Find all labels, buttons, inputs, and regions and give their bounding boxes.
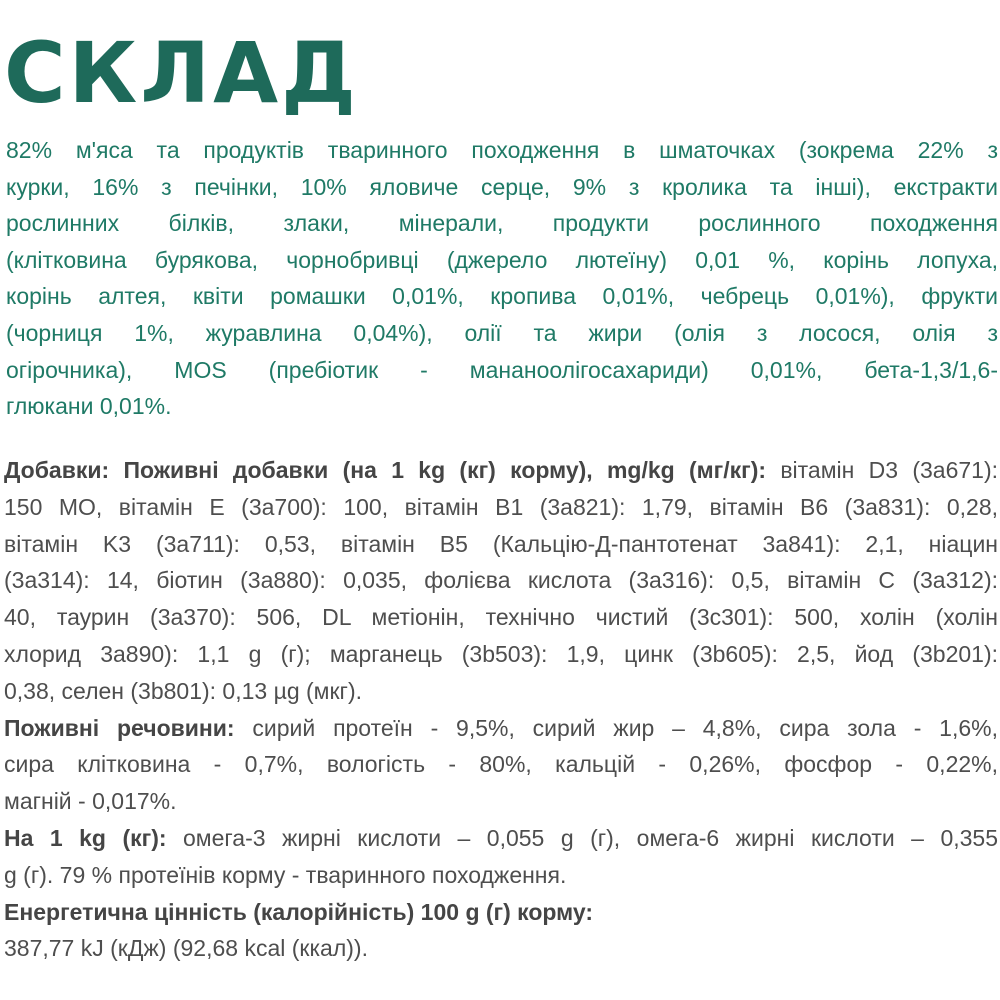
per-kg-line: g (г). 79 % протеїнів корму - тваринного походження. — [4, 861, 567, 888]
composition-line: 82% м'яса та продуктів тваринного походження в шматочках (зокрема 22% з — [6, 137, 998, 163]
composition-line: (клітковина бурякова, чорнобривці (джерело лютеїну) 0,01 %, корінь лопуха, — [6, 246, 998, 273]
additives-line: вітамін D3 (3а671): — [766, 457, 998, 483]
additives-line: хлорид 3а890): 1,1 g (г); марганець (3b503): 1,9, цинк (3b605): 2,5, йод (3b201): — [4, 640, 998, 667]
energy-block — [4, 894, 998, 968]
per-kg-line: омега-3 жирні кислоти – 0,055 g (г), омега-6 жирні кислоти – 0,355 — [166, 824, 999, 851]
per-kg-heading: На 1 kg (кг): — [4, 824, 167, 851]
energy-heading: Енергетична цінність (калорійність) 100 g (г) корму: — [4, 898, 594, 925]
additives-line: (3а314): 14, біотин (3а880): 0,035, фолієва кислота (3а316): 0,5, вітамін C (3а312): — [4, 567, 998, 594]
additives-line: 0,38, селен (3b801): 0,13 µg (мкг). — [4, 677, 362, 704]
composition-line: корінь алтея, квіти ромашки 0,01%, кропива 0,01%, чебрець 0,01%), фрукти — [6, 283, 998, 310]
nutrients-heading: Поживні речовини: — [4, 714, 235, 741]
additives-line: 40, таурин (3а370): 506, DL метіонін, технічно чистий (3c301): 500, холін (холін — [4, 604, 998, 631]
page-title: СКЛАД — [4, 24, 359, 122]
additives-block — [4, 452, 998, 710]
composition-line: огірочника), MOS (пребіотик - мананоолігосахариди) 0,01%, бета-1,3/1,6- — [6, 356, 998, 383]
nutrients-line: сира клітковина - 0,7%, вологість - 80%, кальцій - 0,26%, фосфор - 0,22%, — [4, 751, 998, 778]
energy-value: 387,77 kJ (кДж) (92,68 kcal (ккал)). — [4, 935, 368, 962]
composition-line: глюкани 0,01%. — [6, 393, 172, 420]
composition-paragraph — [6, 132, 998, 425]
per-kg-block — [4, 820, 998, 894]
additives-line: вітамін K3 (3а711): 0,53, вітамін B5 (Кальцію-Д-пантотенат 3а841): 2,1, ніацин — [4, 530, 998, 557]
nutrients-block — [4, 710, 998, 820]
composition-line: (чорниця 1%, журавлина 0,04%), олії та жири (олія з лосося, олія з — [6, 319, 998, 346]
composition-line: рослинних білків, злаки, мінерали, продукти рослинного походження — [6, 210, 998, 237]
nutrients-line: магній - 0,017%. — [4, 788, 177, 815]
details-section — [4, 452, 998, 967]
additives-heading: Добавки: Поживні добавки (на 1 kg (кг) корму), mg/kg (мг/кг): — [4, 457, 767, 483]
composition-line: курки, 16% з печінки, 10% яловиче серце, 9% з кролика та інші), екстракти — [6, 173, 998, 200]
nutrients-line: сирий протеїн - 9,5%, сирий жир – 4,8%, сира зола - 1,6%, — [234, 714, 998, 741]
additives-line: 150 МО, вітамін E (3а700): 100, вітамін B1 (3а821): 1,79, вітамін B6 (3а831): 0,28, — [4, 493, 998, 520]
